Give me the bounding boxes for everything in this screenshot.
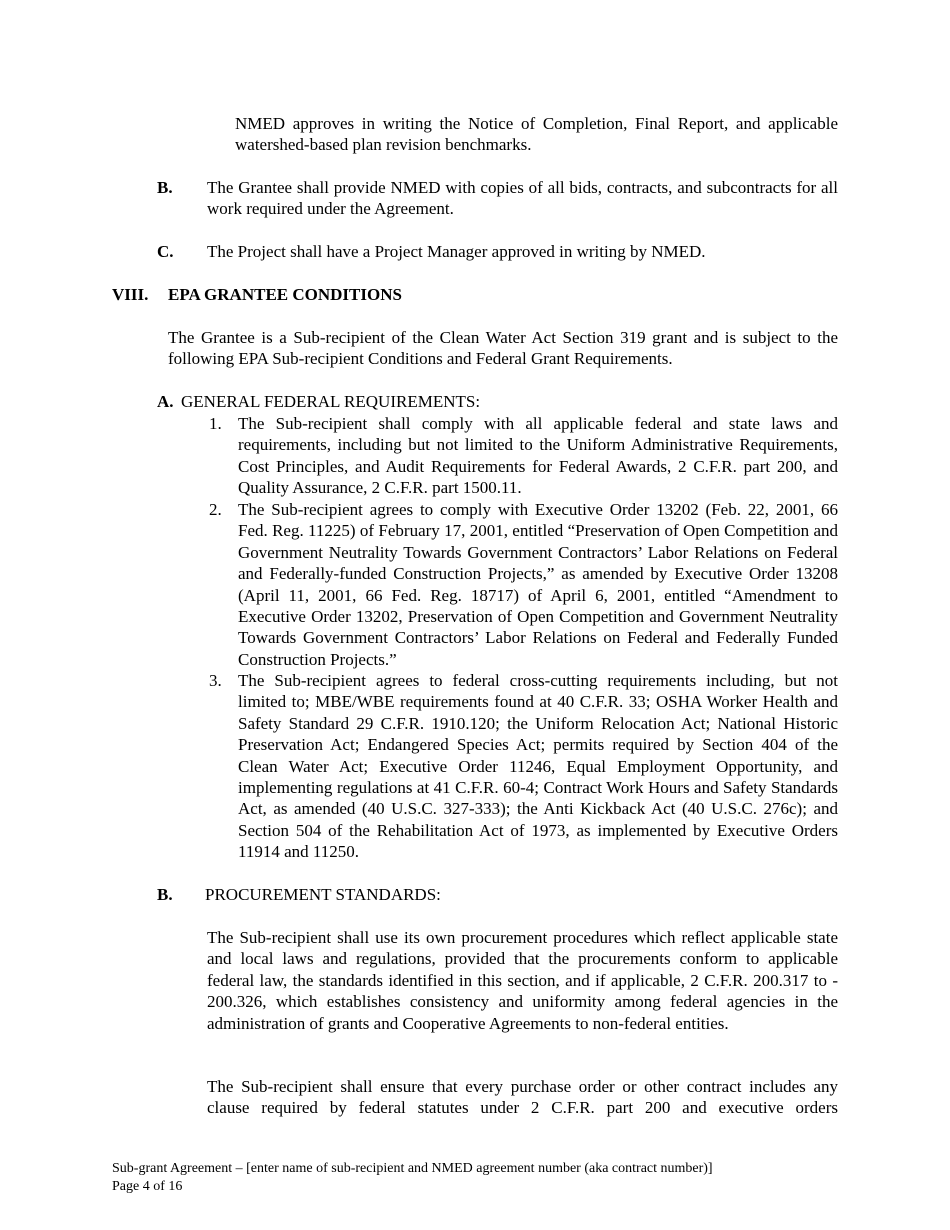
sub-a-title: GENERAL FEDERAL REQUIREMENTS: <box>181 392 481 411</box>
section-number: VIII. <box>112 285 149 304</box>
item-b-text: The Grantee shall provide NMED with copies of all bids, contracts, and subcontracts for all work required under the Agreement. <box>207 178 838 219</box>
sub-b-label: B. <box>157 885 173 904</box>
list-item-text: The Sub-recipient agrees to federal cross-cutting requirements including, but not limited to; MBE/WBE requirements found at 40 C.F.R. 33; OSHA Worker Health and Safety Standard 29 C.F.R. 1910.120; the Uniform Relocation Act; National Historic Preservation Act; Endangered Species Act; permits required by Section 404 of the Clean Water Act; Executive Order 11246, Equal Employment Opportunity, and implementing regulations at 41 C.F.R. 60-4; Contract Work Hours and Safety Standards Act, as amended (40 U.S.C. 327-333); the Anti Kickback Act (40 U.S.C. 276c); and Section 504 of the Rehabilitation Act of 1973, as implemented by Executive Orders 11914 and 11250. <box>238 671 838 862</box>
page-footer <box>112 1160 713 1196</box>
procurement-paragraph-1: The Sub-recipient shall use its own procurement procedures which reflect applicable state and local laws and regulations, provided that the procurements conform to applicable federal law, the standards identified in this section, and if applicable, 2 C.F.R. 200.317 to - 200.326, which establishes consistency and uniformity among federal agencies in the administration of grants and Cooperative Agreements to non-federal entities. <box>207 928 838 1033</box>
list-item-number: 3. <box>209 671 222 690</box>
list-item-text: The Sub-recipient agrees to comply with Executive Order 13202 (Feb. 22, 2001, 66 Fed. Reg. 11225) of February 17, 2001, entitled “Preservation of Open Competition and Government Neutrality Towards Government Contractors’ Labor Relations on Federal and Federally-funded Construction Projects,” as amended by Executive Order 13208 (April 11, 2001, 66 Fed. Reg. 18717) of April 6, 2001, entitled “Amendment to Executive Order 13202, Preservation of Open Competition and Government Neutrality Towards Government Contractors’ Labor Relations on Federal and Federally Funded Construction Projects.” <box>238 500 838 669</box>
item-b-label: B. <box>157 178 173 197</box>
item-c-label: C. <box>157 242 174 261</box>
list-item-number: 1. <box>209 414 222 433</box>
procurement-paragraph-2: The Sub-recipient shall ensure that every purchase order or other contract includes any clause required by federal statutes under 2 C.F.R. part 200 and executive orders <box>207 1077 838 1118</box>
section-intro: The Grantee is a Sub-recipient of the Clean Water Act Section 319 grant and is subject to the following EPA Sub-recipient Conditions and Federal Grant Requirements. <box>168 328 838 369</box>
list-item-number: 2. <box>209 500 222 519</box>
footer-page-number: Page 4 of 16 <box>112 1179 183 1194</box>
footer-agreement-line: Sub-grant Agreement – [enter name of sub-recipient and NMED agreement number (aka contract number)] <box>112 1161 713 1176</box>
continuation-paragraph: NMED approves in writing the Notice of Completion, Final Report, and applicable watershed-based plan revision benchmarks. <box>235 114 838 155</box>
item-c-text: The Project shall have a Project Manager approved in writing by NMED. <box>207 242 706 261</box>
sub-a-label: A. <box>157 392 174 411</box>
section-title: EPA GRANTEE CONDITIONS <box>168 285 402 304</box>
list-item-text: The Sub-recipient shall comply with all applicable federal and state laws and requirements, including but not limited to the Uniform Administrative Requirements, Cost Principles, and Audit Requirements for Federal Awards, 2 C.F.R. part 200, and Quality Assurance, 2 C.F.R. part 1500.11. <box>238 414 838 498</box>
sub-b-title: PROCUREMENT STANDARDS: <box>205 885 441 904</box>
